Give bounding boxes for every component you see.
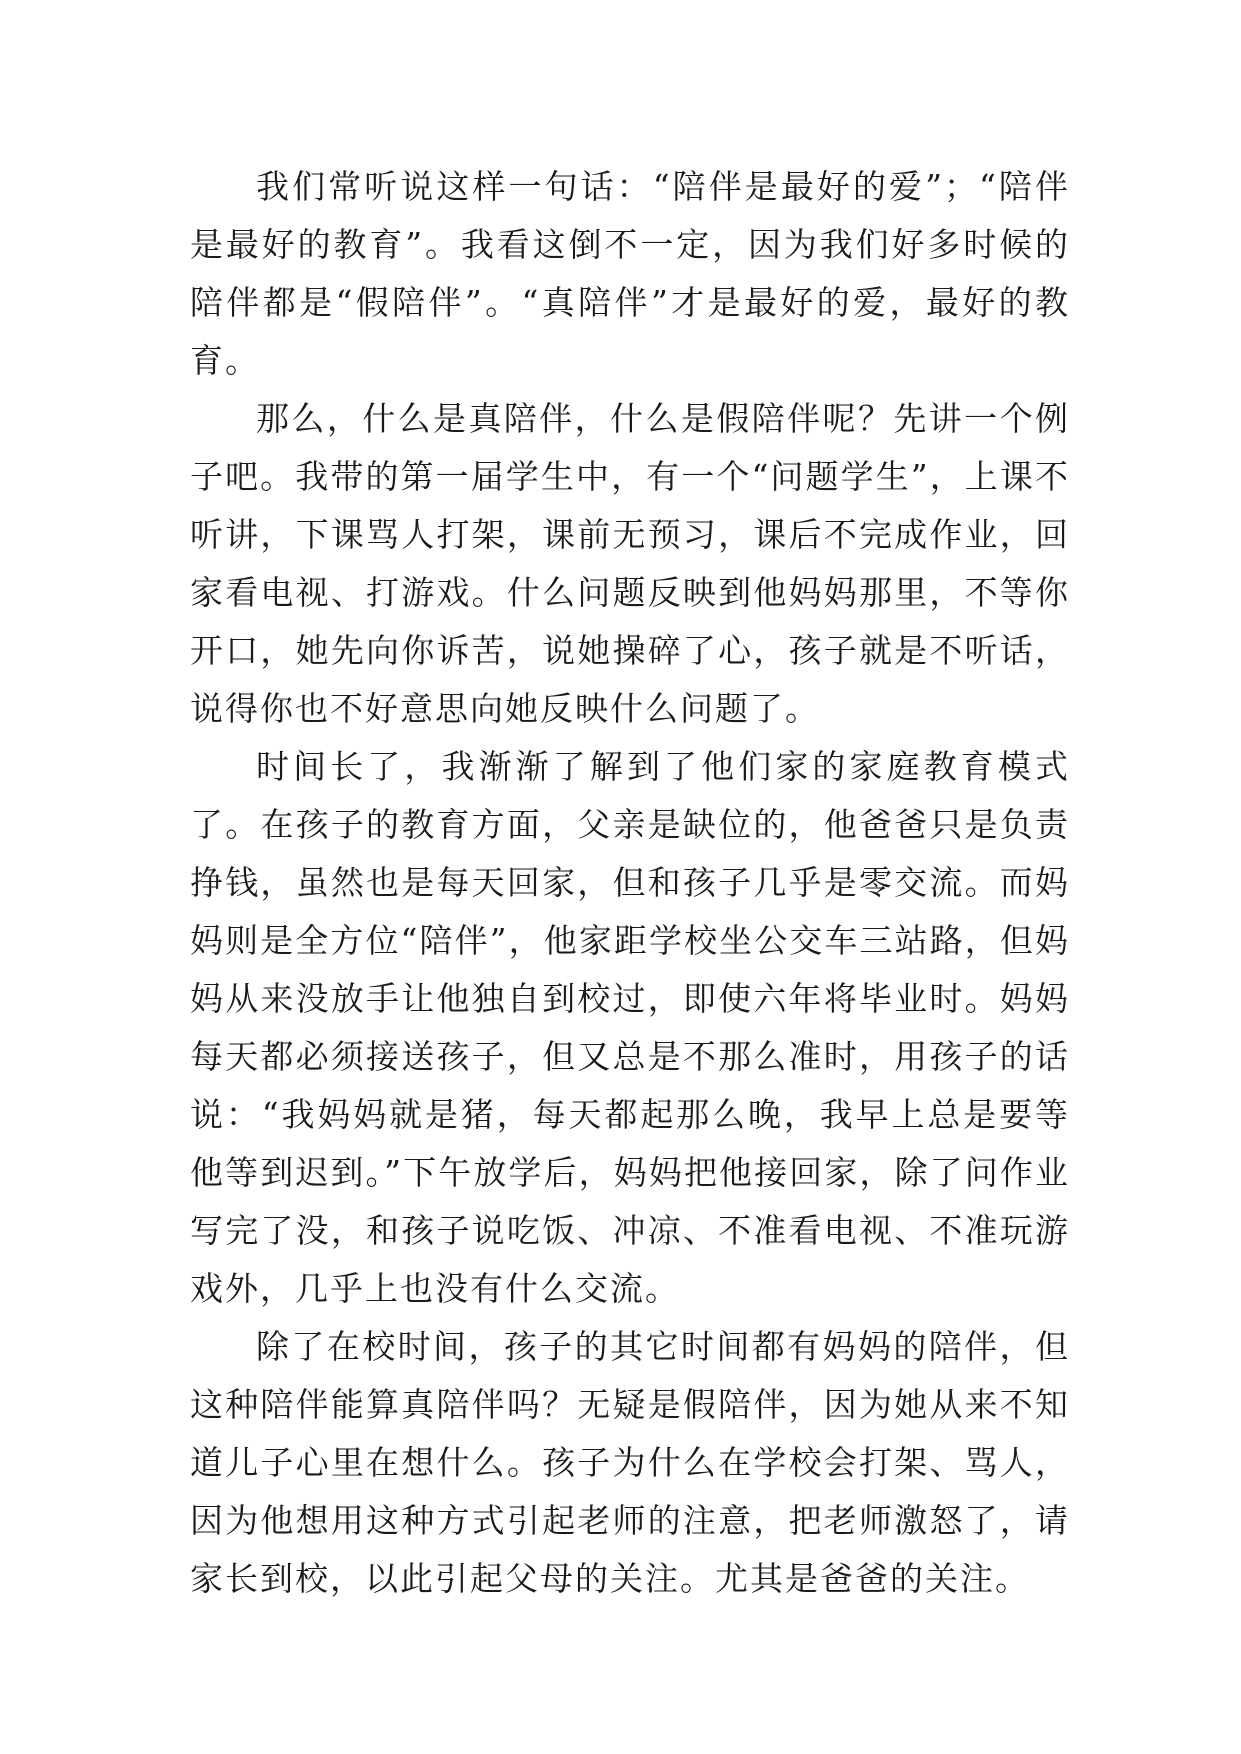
paragraph-4: 除了在校时间，孩子的其它时间都有妈妈的陪伴，但这种陪伴能算真陪伴吗？无疑是假陪伴，因为她从来不知道儿子心里在想什么。孩子为什么在学校会打架、骂人，因为他想用这种方式引起老师的注意，把老师激怒了，请家长到校，以此引起父母的关注。尤其是爸爸的关注。 [190, 1327, 1070, 1598]
paragraph-3: 时间长了，我渐渐了解到了他们家的家庭教育模式了。在孩子的教育方面，父亲是缺位的，他爸爸只是负责挣钱，虽然也是每天回家，但和孩子几乎是零交流。而妈妈则是全方位“陪伴”，他家距学校坐公交车三站路，但妈妈从来没放手让他独自到校过，即使六年将毕业时。妈妈每天都必须接送孩子，但又总是不那么准时，用孩子的话说：“我妈妈就是猪，每天都起那么晚，我早上总是要等他等到迟到。”下午放学后，妈妈把他接回家，除了问作业写完了没，和孩子说吃饭、冲凉、不准看电视、不准玩游戏外，几乎上也没有什么交流。 [190, 747, 1070, 1308]
document-body [190, 158, 1070, 1608]
paragraph-2: 那么，什么是真陪伴，什么是假陪伴呢？先讲一个例子吧。我带的第一届学生中，有一个“问题学生”，上课不听讲，下课骂人打架，课前无预习，课后不完成作业，回家看电视、打游戏。什么问题反映到他妈妈那里，不等你开口，她先向你诉苦，说她操碎了心，孩子就是不听话，说得你也不好意思向她反映什么问题了。 [190, 399, 1070, 728]
paragraph-1: 我们常听说这样一句话：“陪伴是最好的爱”；“陪伴是最好的教育”。我看这倒不一定，因为我们好多时候的陪伴都是“假陪伴”。“真陪伴”才是最好的爱，最好的教育。 [190, 167, 1070, 380]
